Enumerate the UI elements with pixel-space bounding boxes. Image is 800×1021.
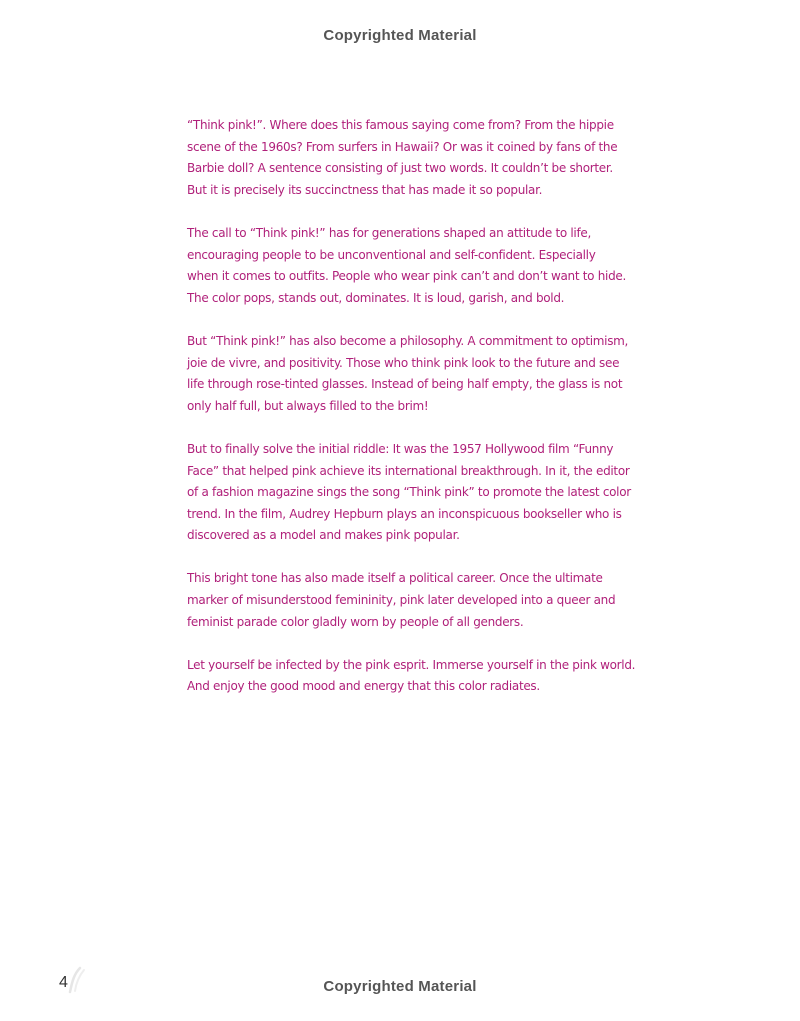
text-line: life through rose-tinted glasses. Instead of being half empty, the glass is not [187, 377, 623, 392]
text-line: joie de vivre, and positivity. Those who think pink look to the future and see [187, 355, 620, 370]
text-line: And enjoy the good mood and energy that this color radiates. [187, 679, 540, 694]
text-line: Let yourself be infected by the pink esprit. Immerse yourself in the pink world. [187, 657, 636, 672]
paragraph [187, 568, 617, 633]
page-number: 4 [59, 974, 68, 991]
text-line: The color pops, stands out, dominates. It is loud, garish, and bold. [187, 290, 565, 305]
paragraph [187, 439, 631, 547]
text-line: But to finally solve the initial riddle: It was the 1957 Hollywood film “Funny [187, 441, 614, 456]
text-line: But it is precisely its succinctness that has made it so popular. [187, 182, 543, 197]
text-line: This bright tone has also made itself a political career. Once the ultimate [187, 571, 603, 586]
text-line: trend. In the film, Audrey Hepburn plays an inconspicuous bookseller who is [187, 506, 622, 521]
text-line: But “Think pink!” has also become a philosophy. A commitment to optimism, [187, 333, 629, 348]
text-line: feminist parade color gladly worn by people of all genders. [187, 614, 524, 629]
text-line: Face” that helped pink achieve its international breakthrough. In it, the editor [187, 463, 630, 478]
text-line: only half full, but always filled to the brim! [187, 398, 429, 413]
paragraph [187, 223, 626, 309]
paragraph [187, 331, 629, 417]
paragraph [187, 655, 636, 698]
text-line: discovered as a model and makes pink popular. [187, 528, 460, 543]
paragraph [187, 115, 617, 201]
text-line: scene of the 1960s? From surfers in Hawaii? Or was it coined by fans of the [187, 139, 618, 154]
text-line: Barbie doll? A sentence consisting of just two words. It couldn’t be shorter. [187, 161, 613, 176]
text-line: when it comes to outfits. People who wear pink can’t and don’t want to hide. [187, 269, 626, 284]
page-footer: Copyrighted Material [323, 978, 477, 995]
body-text [187, 115, 636, 720]
page-header: Copyrighted Material [323, 27, 477, 44]
text-line: “Think pink!”. Where does this famous saying come from? From the hippie [187, 118, 614, 132]
text-line: marker of misunderstood femininity, pink later developed into a queer and [187, 593, 616, 608]
text-line: of a fashion magazine sings the song “Think pink” to promote the latest color [187, 485, 631, 500]
text-line: encouraging people to be unconventional and self-confident. Especially [187, 247, 596, 262]
text-line: The call to “Think pink!” has for generations shaped an attitude to life, [187, 225, 591, 240]
